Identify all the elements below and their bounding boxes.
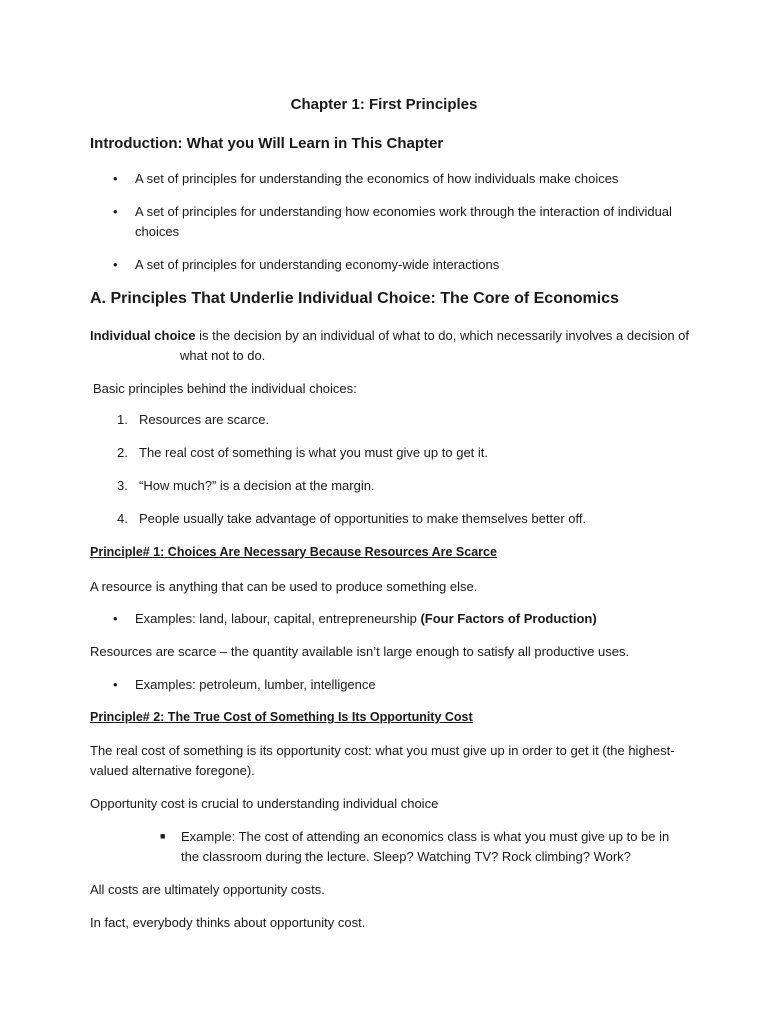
principle-list-item-3: 3. “How much?” is a decision at the margin. [117,478,375,493]
principle-list-item-4: 4. People usually take advantage of opportunities to make themselves better off. [117,511,587,526]
intro-bullet-3: • A set of principles for understanding economy-wide interactions [113,255,673,275]
definition-term: Individual choice [90,328,196,343]
intro-heading: Introduction: What you Will Learn in This Chapter [90,135,444,152]
chapter-title: Chapter 1: First Principles [290,96,478,113]
scarcity-examples: • Examples: petroleum, lumber, intelligence [113,675,673,695]
individual-choice-definition: Individual choice is the decision by an individual of what to do, which necessarily involves a decision of what not to do. [90,328,690,363]
scarcity-definition: Resources are scarce – the quantity available isn’t large enough to satisfy all productive uses. [90,644,630,659]
opportunity-cost-example: ■ Example: The cost of attending an economics class is what you must give up to be in the classroom during the lecture. Sleep? Watching TV? Rock climbing? Work? [160,829,670,864]
principle-2-heading: Principle# 2: The True Cost of Something Is Its Opportunity Cost [90,710,473,724]
principle-list-item-2: 2. The real cost of something is what you must give up to get it. [117,445,489,460]
bullet-icon: • [113,677,118,692]
bullet-icon: • [113,204,118,219]
everybody-statement: In fact, everybody thinks about opportunity cost. [90,915,366,930]
square-bullet-icon: ■ [160,831,166,841]
intro-bullet-2: • A set of principles for understanding how economies work through the interaction of individual choices [113,204,672,239]
section-a-heading: A. Principles That Underlie Individual Choice: The Core of Economics [90,290,619,307]
bullet-icon: • [113,257,118,272]
resource-definition: A resource is anything that can be used to produce something else. [90,579,478,594]
all-costs-statement: All costs are ultimately opportunity costs. [90,882,325,897]
opportunity-cost-definition: The real cost of something is its opportunity cost: what you must give up in order to get it (the highest-valued alternative foregone). [90,743,675,778]
bullet-icon: • [113,611,118,626]
resource-examples: • Examples: land, labour, capital, entrepreneurship (Four Factors of Production) [113,609,673,629]
bullet-icon: • [113,171,118,186]
intro-bullet-1: • A set of principles for understanding the economics of how individuals make choices [113,169,673,189]
opportunity-cost-crucial: Opportunity cost is crucial to understanding individual choice [90,796,439,811]
principle-list-item-1: 1. Resources are scarce. [117,412,270,427]
basic-principles-intro: Basic principles behind the individual choices: [93,381,357,396]
principle-1-heading: Principle# 1: Choices Are Necessary Because Resources Are Scarce [90,545,497,559]
